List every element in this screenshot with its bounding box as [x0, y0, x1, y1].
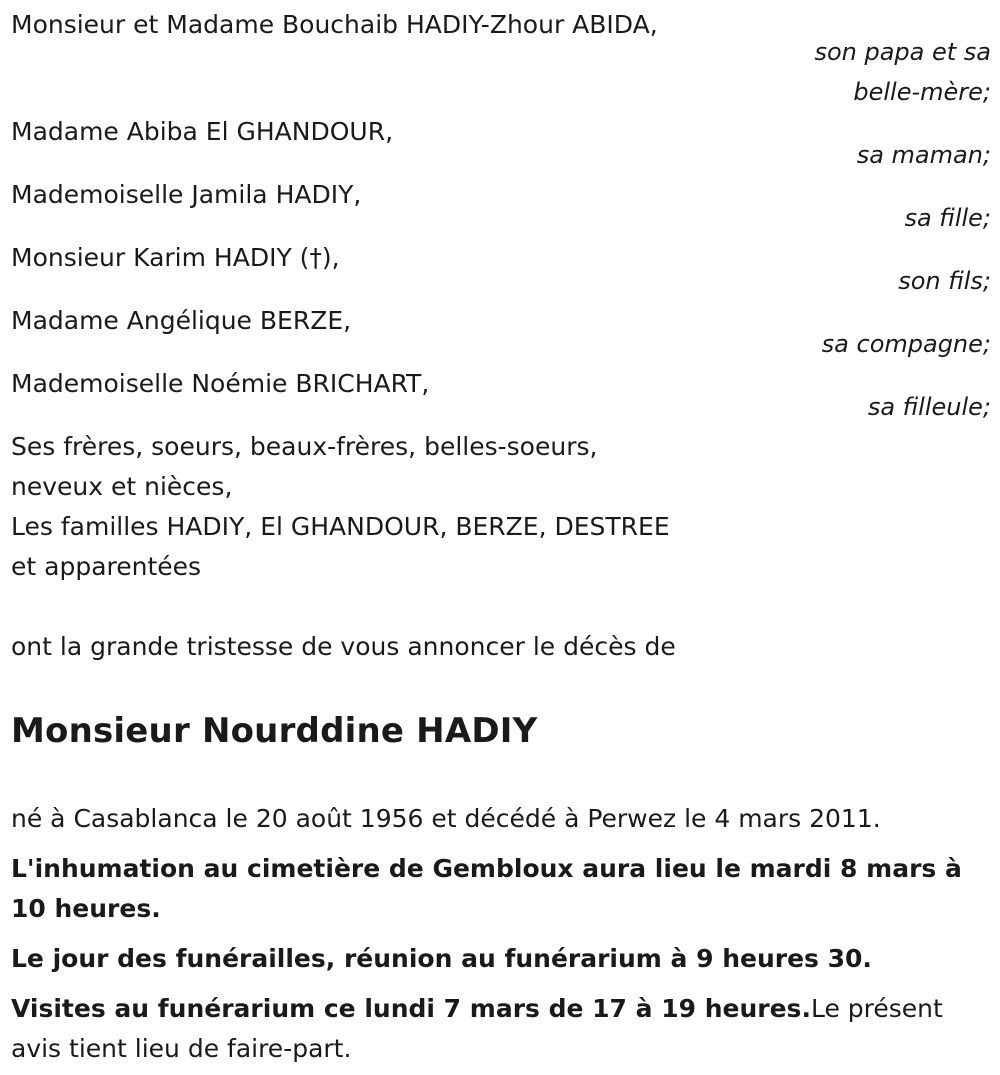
mourner-name: Mademoiselle Jamila HADIY, — [11, 180, 362, 209]
mourner-name: Monsieur et Madame Bouchaib HADIY-Zhour ABIDA, — [11, 10, 658, 39]
family-line: et apparentées — [11, 552, 202, 581]
announcement-text: ont la grande tristesse de vous annoncer le décès de — [11, 632, 676, 661]
mourner-relation: sa fille; — [904, 204, 991, 232]
family-line: Ses frères, soeurs, beaux-frères, belles-soeurs, — [11, 432, 598, 461]
notice-text: Le présent avis tient lieu de faire-part. — [11, 994, 943, 1063]
mourner-entry — [11, 0, 991, 112]
family-line: neveux et nièces, — [11, 472, 233, 501]
deceased-name: Monsieur Nourddine HADIY — [11, 711, 538, 751]
visits-paragraph — [11, 989, 991, 1069]
mourner-relation: son fils; — [898, 267, 991, 295]
extended-family — [11, 427, 991, 587]
mourner-relation: sa filleule; — [867, 393, 991, 421]
burial-info: L'inhumation au cimetière de Gembloux aura lieu le mardi 8 mars à 10 heures. — [11, 854, 962, 923]
mourner-name: Madame Angélique BERZE, — [11, 306, 352, 335]
obituary-notice — [11, 0, 991, 1069]
mourner-relation: sa maman; — [856, 141, 991, 169]
mourner-name: Mademoiselle Noémie BRICHART, — [11, 369, 430, 398]
birth-death-line: né à Casablanca le 20 août 1956 et décédé à Perwez le 4 mars 2011. — [11, 804, 881, 833]
mourner-relation: son papa et sa belle-mère; — [814, 38, 991, 106]
mourner-entry — [11, 238, 991, 301]
visits-info: Visites au funérarium ce lundi 7 mars de 17 à 19 heures. — [11, 994, 811, 1023]
meeting-info: Le jour des funérailles, réunion au funérarium à 9 heures 30. — [11, 944, 872, 973]
mourner-entry — [11, 301, 991, 364]
mourner-relation: sa compagne; — [821, 330, 991, 358]
mourner-name: Madame Abiba El GHANDOUR, — [11, 117, 394, 146]
family-line: Les familles HADIY, El GHANDOUR, BERZE, DESTREE — [11, 512, 670, 541]
mourner-entry — [11, 364, 991, 427]
mourner-entry — [11, 175, 991, 238]
mourner-entry — [11, 112, 991, 175]
mourner-name: Monsieur Karim HADIY (†), — [11, 243, 340, 272]
